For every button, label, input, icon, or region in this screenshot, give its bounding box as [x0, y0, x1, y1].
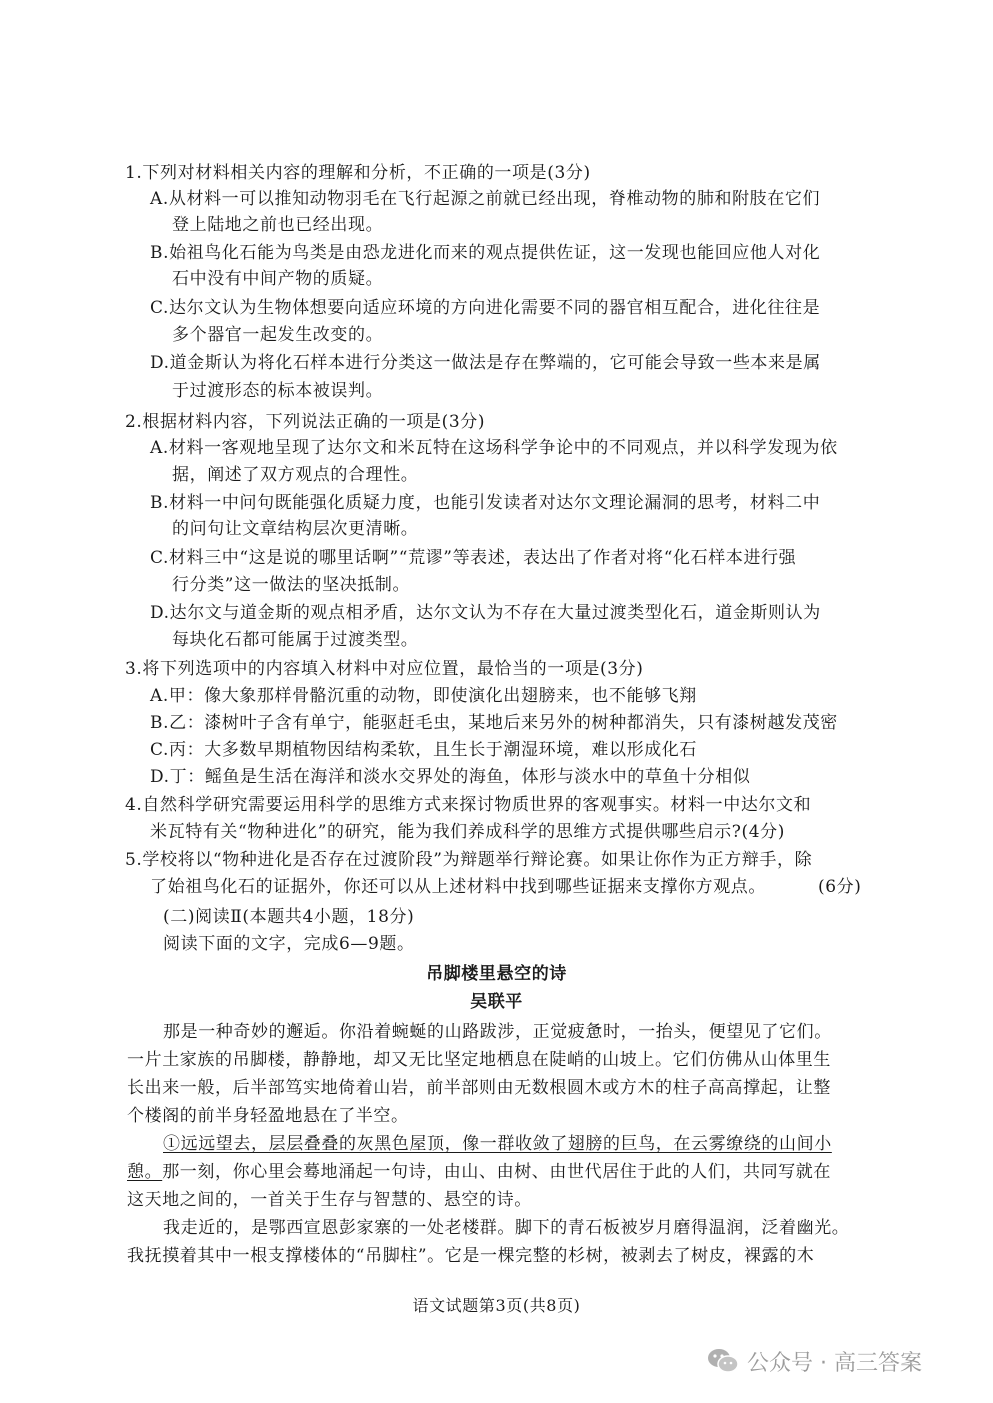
q2-option-b-cont: 的问句让文章结构层次更清晰。	[172, 519, 419, 539]
q4-stem: 4.自然科学研究需要运用科学的思维方式来探讨物质世界的客观事实。材料一中达尔文和	[125, 795, 812, 815]
q3-option-c: C.丙：大多数早期植物因结构柔软，且生长于潮湿环境，难以形成化石	[150, 740, 698, 760]
q1-option-a-cont: 登上陆地之前也已经出现。	[172, 215, 384, 235]
q2-option-b: B.材料一中问句既能强化质疑力度，也能引发读者对达尔文理论漏洞的思考，材料二中	[150, 493, 821, 513]
q1-option-a: A.从材料一可以推知动物羽毛在飞行起源之前就已经出现，脊椎动物的肺和附肢在它们	[150, 189, 821, 209]
q3-option-a: A.甲：像大象那样骨骼沉重的动物，即使演化出翅膀来，也不能够飞翔	[150, 686, 697, 706]
paragraph-2-line-2	[127, 1160, 831, 1184]
page-footer: 语文试题第3页(共8页)	[412, 1296, 581, 1315]
q2-stem: 2.根据材料内容，下列说法正确的一项是(3分)	[125, 412, 486, 432]
paragraph-2-text: 那一刻，你心里会蓦地涌起一句诗，由山、由树、由世代居住于此的人们，共同写就在	[162, 1162, 832, 1182]
q2-option-d: D.达尔文与道金斯的观点相矛盾，达尔文认为不存在大量过渡类型化石，道金斯则认为	[150, 603, 821, 623]
paragraph-2-line-3: 这天地之间的，一首关于生存与智慧的、悬空的诗。	[127, 1190, 532, 1210]
paragraph-3-line-2: 我抚摸着其中一根支撑楼体的“吊脚柱”。它是一棵完整的杉树，被剥去了树皮，裸露的木	[127, 1246, 815, 1266]
paragraph-1-line-1: 那是一种奇妙的邂逅。你沿着蜿蜒的山路跋涉，正觉疲惫时，一抬头，便望见了它们。	[163, 1022, 832, 1042]
underlined-sentence-1: ①远远望去，层层叠叠的灰黑色屋顶，像一群收敛了翅膀的巨鸟，在云雾缭绕的山间小	[163, 1134, 832, 1154]
wechat-icon	[707, 1347, 739, 1375]
q5-stem: 5.学校将以“物种进化是否存在过渡阶段”为辩题举行辩论赛。如果让你作为正方辩手，除	[125, 850, 813, 870]
q1-option-b: B.始祖鸟化石能为鸟类是由恐龙进化而来的观点提供佐证，这一发现也能回应他人对化	[150, 243, 821, 263]
q1-option-b-cont: 石中没有中间产物的质疑。	[172, 269, 384, 289]
q3-stem: 3.将下列选项中的内容填入材料中对应位置，最恰当的一项是(3分)	[125, 659, 644, 679]
watermark-text: 公众号 · 高三答案	[747, 1350, 922, 1376]
q5-points: (6分)	[818, 877, 862, 897]
q5-stem-cont: 了始祖鸟化石的证据外，你还可以从上述材料中找到哪些证据来支撑你方观点。	[150, 877, 766, 897]
paragraph-1-line-4: 个楼阁的前半身轻盈地悬在了半空。	[127, 1106, 409, 1126]
q1-option-d-cont: 于过渡形态的标本被误判。	[172, 381, 384, 401]
q3-option-d: D.丁：鳐鱼是生活在海洋和淡水交界处的海鱼，体形与淡水中的草鱼十分相似	[150, 767, 751, 787]
watermark	[707, 1346, 922, 1376]
underlined-sentence-1-end: 憩。	[127, 1162, 163, 1182]
paragraph-1-line-2: 一片土家族的吊脚楼，静静地，却又无比坚定地栖息在陡峭的山坡上。它们仿佛从山体里生	[127, 1050, 831, 1070]
q2-option-a: A.材料一客观地呈现了达尔文和米瓦特在这场科学争论中的不同观点，并以科学发现为依	[150, 438, 838, 458]
q4-stem-cont: 米瓦特有关“物种进化”的研究，能为我们养成科学的思维方式提供哪些启示?(4分)	[150, 822, 785, 842]
paragraph-1-line-3: 长出来一般，后半部笃实地倚着山岩，前半部则由无数根圆木或方木的柱子高高撑起，让整	[127, 1078, 831, 1098]
article-author: 吴联平	[470, 992, 523, 1012]
section-heading: (二)阅读Ⅱ(本题共4小题，18分)	[163, 907, 415, 927]
q1-option-c: C.达尔文认为生物体想要向适应环境的方向进化需要不同的器官相互配合，进化往往是	[150, 298, 821, 318]
q1-option-d: D.道金斯认为将化石样本进行分类这一做法是存在弊端的，它可能会导致一些本来是属	[150, 353, 821, 373]
q1-stem: 1.下列对材料相关内容的理解和分析，不正确的一项是(3分)	[125, 163, 591, 183]
q2-option-c: C.材料三中“这是说的哪里话啊”“荒谬”等表述，表达出了作者对将“化石样本进行强	[150, 548, 797, 568]
q2-option-c-cont: 行分类”这一做法的坚决抵制。	[172, 575, 411, 595]
q3-option-b: B.乙：漆树叶子含有单宁，能驱赶毛虫，某地后来另外的树种都消失，只有漆树越发茂密	[150, 713, 838, 733]
q2-option-a-cont: 据，阐述了双方观点的合理性。	[172, 465, 419, 485]
q2-option-d-cont: 每块化石都可能属于过渡类型。	[172, 630, 419, 650]
section-instruction: 阅读下面的文字，完成6—9题。	[163, 934, 415, 954]
paragraph-2-line-1	[163, 1132, 832, 1156]
article-title: 吊脚楼里悬空的诗	[426, 964, 567, 984]
q1-option-c-cont: 多个器官一起发生改变的。	[172, 325, 384, 345]
paragraph-3-line-1: 我走近的，是鄂西宣恩彭家寨的一处老楼群。脚下的青石板被岁月磨得温润，泛着幽光。	[163, 1218, 850, 1238]
